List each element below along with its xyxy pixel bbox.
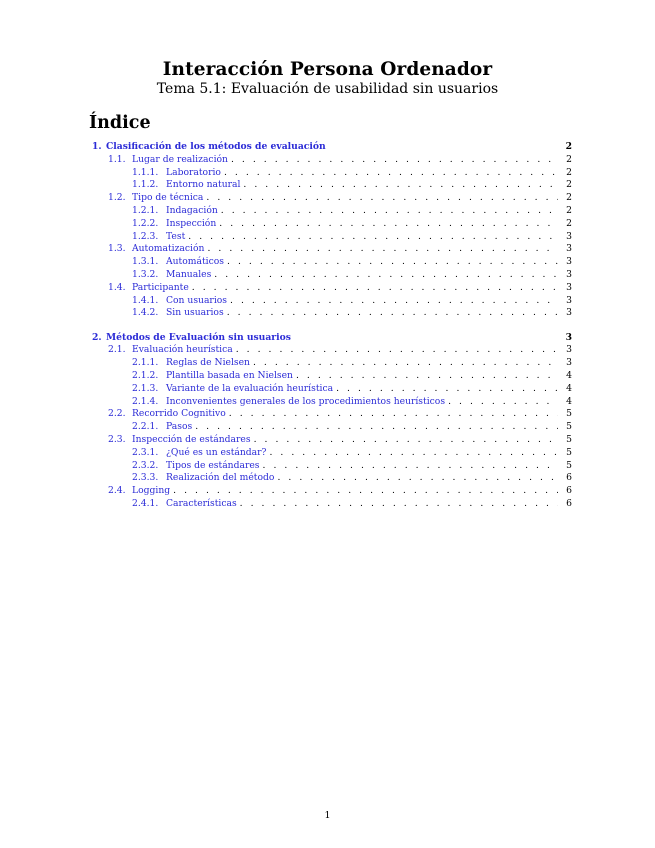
page-number: 1 bbox=[324, 810, 331, 821]
toc-dot-leader bbox=[236, 344, 558, 357]
toc-dot-leader bbox=[214, 269, 558, 282]
toc-entry-link[interactable]: Manuales bbox=[166, 268, 212, 280]
toc-entry-link[interactable]: Inspección de estándares bbox=[132, 433, 251, 445]
toc-dot-leader bbox=[254, 434, 558, 447]
toc-entry-number: 1.4.2. bbox=[132, 307, 159, 319]
toc-entry-link[interactable]: Automáticos bbox=[166, 256, 224, 268]
toc-dot-leader bbox=[230, 295, 558, 308]
toc-entry-number: 2.1. bbox=[108, 344, 126, 356]
toc-dot-leader bbox=[207, 243, 558, 256]
toc-entry[interactable] bbox=[92, 307, 572, 320]
toc-dot-leader bbox=[253, 357, 558, 370]
toc-entry-link[interactable]: Inspección bbox=[166, 217, 217, 229]
toc-entry-number: 1.2.3. bbox=[132, 230, 159, 242]
toc-entry-page: 5 bbox=[566, 421, 572, 433]
toc-entry-number: 2.4.1. bbox=[132, 497, 159, 509]
toc-entry-link[interactable]: Tipos de estándares bbox=[166, 459, 260, 471]
toc-entry-number: 1.3. bbox=[108, 243, 126, 255]
toc-entry-number: 1.2. bbox=[108, 192, 126, 204]
toc-dot-leader bbox=[195, 421, 558, 434]
toc-entry-number: 2.1.1. bbox=[132, 357, 159, 369]
toc-entry[interactable] bbox=[92, 154, 572, 167]
toc-entry[interactable] bbox=[92, 332, 572, 345]
toc-heading: Índice bbox=[89, 113, 151, 133]
toc-entry-link[interactable]: Variante de la evaluación heurística bbox=[166, 382, 334, 394]
toc-entry-page: 5 bbox=[566, 433, 572, 445]
toc-entry-number: 2.2. bbox=[108, 408, 126, 420]
toc-entry[interactable] bbox=[92, 256, 572, 269]
toc-entry-link[interactable]: Plantilla basada en Nielsen bbox=[166, 369, 293, 381]
toc-dot-leader bbox=[269, 447, 558, 460]
toc-dot-leader bbox=[336, 383, 558, 396]
toc-dot-leader bbox=[240, 498, 558, 511]
toc-entry-page: 6 bbox=[566, 472, 572, 484]
toc-entry-link[interactable]: ¿Qué es un estándar? bbox=[166, 446, 267, 458]
toc-entry-page: 2 bbox=[566, 192, 572, 204]
toc-dot-leader bbox=[277, 472, 558, 485]
toc-entry[interactable] bbox=[92, 396, 572, 409]
toc-entry-page: 3 bbox=[566, 268, 572, 280]
toc-entry-link[interactable]: Realización del método bbox=[166, 472, 275, 484]
toc-entry-number: 1.2.1. bbox=[132, 204, 159, 216]
toc-entry-page: 6 bbox=[566, 485, 572, 497]
table-of-contents bbox=[92, 141, 572, 511]
toc-entry[interactable] bbox=[92, 447, 572, 460]
toc-entry[interactable] bbox=[92, 434, 572, 447]
toc-entry-number: 2. bbox=[92, 331, 102, 343]
toc-entry-page: 6 bbox=[566, 497, 572, 509]
toc-entry-number: 1.3.2. bbox=[132, 268, 159, 280]
toc-dot-leader bbox=[243, 179, 558, 192]
toc-entry-page: 4 bbox=[566, 395, 572, 407]
toc-entry[interactable] bbox=[92, 370, 572, 383]
toc-entry-link[interactable]: Logging bbox=[132, 485, 171, 497]
toc-dot-leader bbox=[192, 282, 558, 295]
toc-entry-link[interactable]: Laboratorio bbox=[166, 166, 221, 178]
toc-entry-number: 1.3.1. bbox=[132, 256, 159, 268]
toc-entry[interactable] bbox=[92, 472, 572, 485]
toc-entry[interactable] bbox=[92, 485, 572, 498]
toc-entry[interactable] bbox=[92, 179, 572, 192]
toc-entry[interactable] bbox=[92, 344, 572, 357]
toc-entry-number: 1.1.2. bbox=[132, 179, 159, 191]
toc-entry-link[interactable]: Test bbox=[166, 230, 186, 242]
toc-entry[interactable] bbox=[92, 408, 572, 421]
toc-entry-number: 2.1.4. bbox=[132, 395, 159, 407]
toc-entry-link[interactable]: Características bbox=[166, 497, 237, 509]
toc-dot-leader bbox=[227, 256, 558, 269]
toc-entry-number: 2.3.2. bbox=[132, 459, 159, 471]
toc-dot-leader bbox=[227, 307, 558, 320]
toc-entry-number: 1.1. bbox=[108, 153, 126, 165]
toc-entry[interactable] bbox=[92, 243, 572, 256]
toc-dot-leader bbox=[448, 396, 558, 409]
toc-entry-page: 3 bbox=[565, 331, 572, 343]
toc-entry-link[interactable]: Participante bbox=[132, 281, 189, 293]
toc-entry[interactable] bbox=[92, 383, 572, 396]
toc-entry-number: 2.4. bbox=[108, 485, 126, 497]
toc-dot-leader bbox=[206, 192, 558, 205]
toc-entry[interactable] bbox=[92, 218, 572, 231]
toc-entry-page: 2 bbox=[565, 141, 572, 152]
toc-entry-link[interactable]: Inconvenientes generales de los procedimientos heurísticos bbox=[166, 395, 446, 407]
toc-entry-number: 1. bbox=[92, 141, 102, 152]
toc-entry[interactable] bbox=[92, 282, 572, 295]
toc-entry-link[interactable]: Entorno natural bbox=[166, 179, 241, 191]
toc-entry-link[interactable]: Recorrido Cognitivo bbox=[132, 408, 226, 420]
toc-entry-link[interactable]: Tipo de técnica bbox=[132, 192, 204, 204]
document-subtitle: Tema 5.1: Evaluación de usabilidad sin usuarios bbox=[156, 81, 499, 97]
toc-entry-number: 2.3. bbox=[108, 433, 126, 445]
toc-entry-number: 2.1.2. bbox=[132, 369, 159, 381]
toc-entry-page: 3 bbox=[566, 256, 572, 268]
toc-entry-page: 3 bbox=[566, 243, 572, 255]
toc-entry-page: 5 bbox=[566, 408, 572, 420]
toc-entry-link[interactable]: Reglas de Nielsen bbox=[166, 357, 250, 369]
toc-entry-number: 2.2.1. bbox=[132, 421, 159, 433]
toc-entry[interactable] bbox=[92, 205, 572, 218]
toc-entry-page: 2 bbox=[566, 179, 572, 191]
toc-entry-number: 2.1.3. bbox=[132, 382, 159, 394]
toc-entry-number: 1.2.2. bbox=[132, 217, 159, 229]
toc-entry-number: 2.3.1. bbox=[132, 446, 159, 458]
toc-entry-page: 5 bbox=[566, 446, 572, 458]
toc-entry-page: 3 bbox=[566, 344, 572, 356]
toc-entry[interactable] bbox=[92, 192, 572, 205]
toc-entry-link[interactable]: Automatización bbox=[132, 243, 205, 255]
toc-entry-page: 4 bbox=[566, 369, 572, 381]
toc-entry-number: 2.3.3. bbox=[132, 472, 159, 484]
toc-dot-leader bbox=[219, 218, 558, 231]
toc-entry-link[interactable]: Indagación bbox=[166, 204, 218, 216]
toc-entry-number: 1.4.1. bbox=[132, 294, 159, 306]
toc-dot-leader bbox=[229, 408, 558, 421]
toc-entry-page: 3 bbox=[566, 357, 572, 369]
toc-dot-leader bbox=[231, 154, 558, 167]
toc-entry-page: 4 bbox=[566, 382, 572, 394]
toc-dot-leader bbox=[188, 231, 558, 244]
toc-entry[interactable] bbox=[92, 141, 572, 154]
toc-entry-page: 2 bbox=[566, 217, 572, 229]
toc-entry-number: 1.4. bbox=[108, 281, 126, 293]
toc-entry-number: 1.1.1. bbox=[132, 166, 159, 178]
toc-entry-page: 3 bbox=[566, 281, 572, 293]
toc-entry[interactable] bbox=[92, 167, 572, 180]
toc-entry-link[interactable]: Sin usuarios bbox=[166, 307, 224, 319]
toc-entry-link[interactable]: Lugar de realización bbox=[132, 153, 228, 165]
toc-entry[interactable] bbox=[92, 421, 572, 434]
toc-dot-leader bbox=[221, 205, 558, 218]
toc-entry-link[interactable]: Evaluación heurística bbox=[132, 344, 233, 356]
toc-dot-leader bbox=[296, 370, 558, 383]
toc-dot-leader bbox=[263, 460, 559, 473]
toc-entry-link[interactable]: Con usuarios bbox=[166, 294, 228, 306]
toc-entry-link[interactable]: Pasos bbox=[166, 421, 193, 433]
toc-entry-page: 2 bbox=[566, 153, 572, 165]
toc-entry-page: 3 bbox=[566, 307, 572, 319]
toc-entry-page: 5 bbox=[566, 459, 572, 471]
toc-entry-link[interactable]: Clasificación de los métodos de evaluación bbox=[106, 141, 326, 152]
toc-entry[interactable] bbox=[92, 460, 572, 473]
toc-entry-page: 3 bbox=[566, 230, 572, 242]
document-title: Interacción Persona Ordenador bbox=[162, 59, 493, 80]
toc-entry-link[interactable]: Métodos de Evaluación sin usuarios bbox=[106, 331, 291, 343]
toc-entry-page: 2 bbox=[566, 204, 572, 216]
toc-dot-leader bbox=[224, 167, 558, 180]
toc-entry[interactable] bbox=[92, 295, 572, 308]
toc-entry-page: 3 bbox=[566, 294, 572, 306]
toc-entry[interactable] bbox=[92, 357, 572, 370]
toc-entry-page: 2 bbox=[566, 166, 572, 178]
toc-entry[interactable] bbox=[92, 231, 572, 244]
toc-dot-leader bbox=[173, 485, 558, 498]
toc-entry[interactable] bbox=[92, 498, 572, 511]
toc-entry[interactable] bbox=[92, 269, 572, 282]
